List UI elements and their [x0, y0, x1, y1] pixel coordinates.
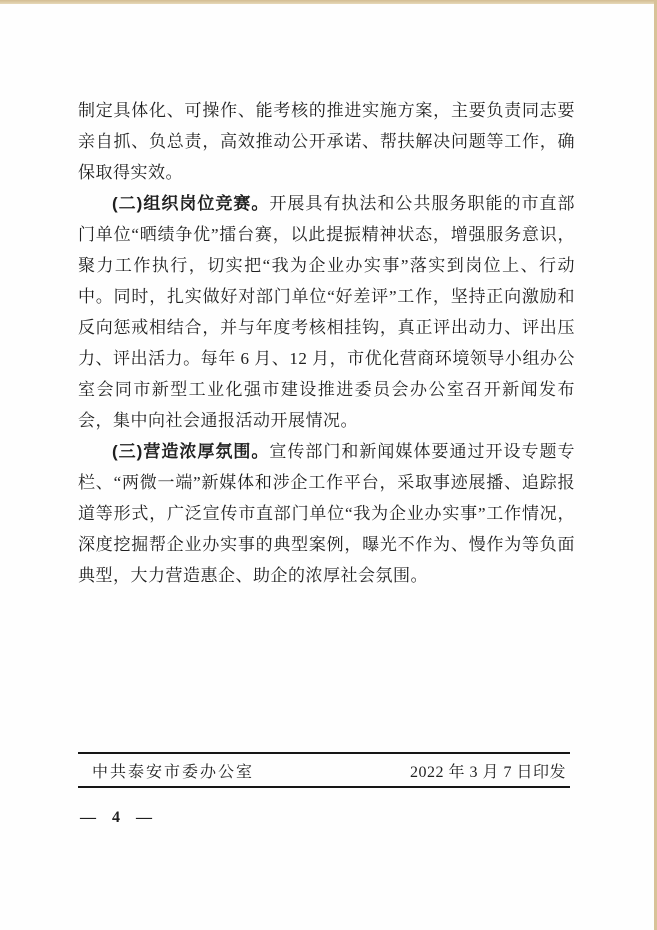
document-body: [78, 95, 575, 591]
issuing-office-label: 中共泰安市委办公室: [92, 763, 255, 781]
paragraph-lead-heading: (二)组织岗位竞赛。: [112, 194, 270, 213]
footer-bottom-rule: [78, 786, 570, 788]
paragraph-item-3: [78, 436, 575, 591]
page-number: — 4 —: [80, 809, 158, 826]
colophon-row: [78, 754, 570, 786]
paragraph-lead-heading: (三)营造浓厚氛围。: [112, 442, 270, 461]
paragraph-item-2: [78, 188, 575, 436]
paragraph-text: 开展具有执法和公共服务职能的市直部门单位“晒绩争优”擂台赛，以此提振精神状态，增强服务意识，聚力工作执行，切实把“我为企业办实事”落实到岗位上、行动中。同时，扎实做好对部门单位“好差评”工作，坚持正向激励和反向惩戒相结合，并与年度考核相挂钩，真正评出动力、评出压力、评出活力。每年 6 月、12 月，市优化营商环境领导小组办公室会同市新型工业化强市建设推进委员会办公室召开新闻发布会，集中向社会通报活动开展情况。: [78, 194, 575, 430]
print-date-label: 2022 年 3 月 7 日印发: [409, 763, 566, 781]
scan-top-edge: [0, 0, 657, 4]
paragraph-text: 制定具体化、可操作、能考核的推进实施方案，主要负责同志要亲自抓、负总责，高效推动公开承诺、帮扶解决问题等工作，确保取得实效。: [78, 101, 575, 182]
paragraph-continuation: [78, 95, 575, 188]
paragraph-text: 宣传部门和新闻媒体要通过开设专题专栏、“两微一端”新媒体和涉企工作平台，采取事迹展播、追踪报道等形式，广泛宣传市直部门单位“我为企业办实事”工作情况，深度挖掘帮企业办实事的典型案例，曝光不作为、慢作为等负面典型，大力营造惠企、助企的浓厚社会氛围。: [78, 442, 575, 585]
